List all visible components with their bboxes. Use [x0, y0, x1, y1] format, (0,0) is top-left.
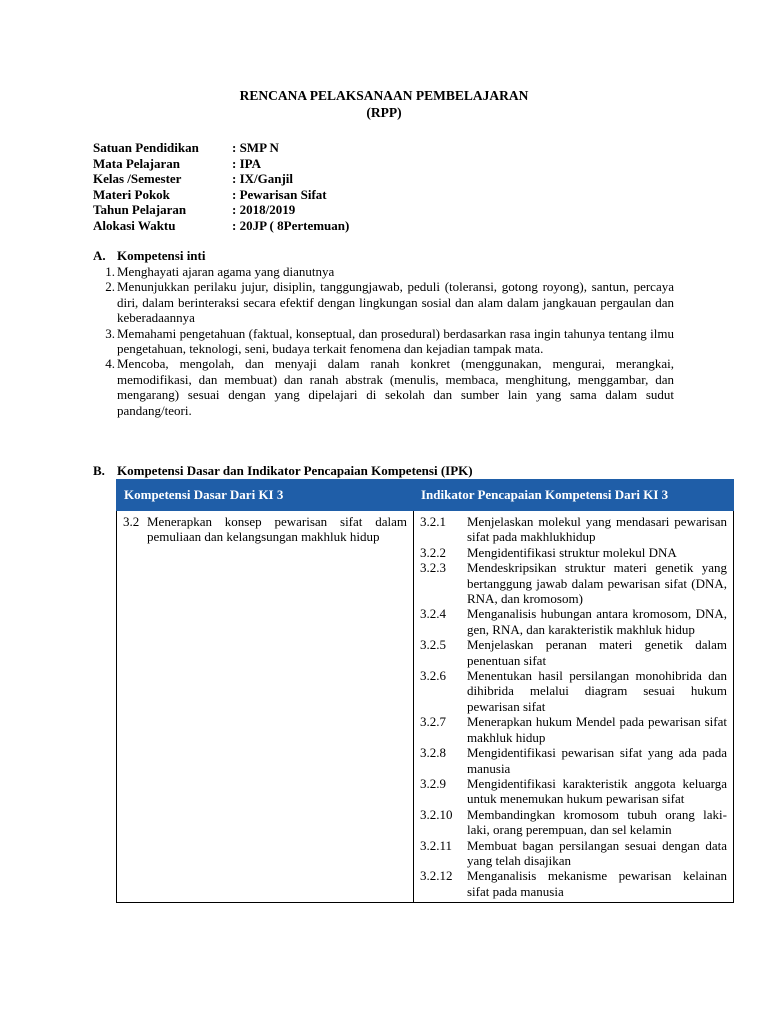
ipk-item [420, 838, 727, 869]
ipk-code: 3.2.12 [420, 868, 453, 884]
ipk-code: 3.2.11 [420, 837, 453, 853]
ipk-code: 3.2.7 [420, 714, 446, 730]
ipk-item [420, 807, 727, 838]
list-text: Memahami pengetahuan (faktual, konseptual, dan prosedural) berdasarkan rasa ingin tahunya tentang ilmu pengetahuan, teknologi, seni, budaya terkait fenomena dan kejadian tampak mata. [117, 325, 674, 357]
table-header-row [117, 480, 734, 511]
meta-row [93, 171, 349, 187]
meta-label: Materi Pokok [93, 186, 170, 202]
section-a-heading [93, 248, 205, 263]
meta-label: Tahun Pelajaran [93, 202, 187, 217]
kd-cell [117, 511, 414, 903]
ipk-code: 3.2.1 [420, 514, 446, 529]
ipk-code: 3.2.8 [420, 745, 446, 761]
ipk-text: Membuat bagan persilangan sesuai dengan data yang telah disajikan [467, 837, 727, 868]
section-b-heading [93, 463, 473, 478]
meta-label: Kelas /Semester [93, 171, 182, 186]
ipk-item [420, 637, 727, 668]
section-title: Kompetensi inti [117, 248, 206, 263]
list-number: 4. [105, 356, 115, 372]
ipk-text: Mengidentifikasi pewarisan sifat yang ada pada manusia [467, 745, 727, 776]
list-item [93, 264, 674, 279]
meta-value: : SMP N [232, 140, 279, 155]
list-text: Menunjukkan perilaku jujur, disiplin, tanggungjawab, peduli (toleransi, gotong royong), santun, percaya diri, dalam berinteraksi secara efektif dengan lingkungan sosial dan alam dalam jangkauan pergaulan dan keberadaannya [117, 279, 674, 326]
ipk-item [420, 560, 727, 606]
ipk-item [420, 714, 727, 745]
meta-value: : 2018/2019 [232, 202, 296, 217]
meta-value: : IPA [232, 155, 262, 171]
ipk-text: Menjelaskan peranan materi genetik dalam penentuan sifat [467, 637, 727, 668]
ipk-item [420, 545, 727, 560]
kd-ipk-table [116, 479, 734, 903]
column-header-kd: Kompetensi Dasar Dari KI 3 [117, 480, 414, 511]
section-letter: A. [93, 248, 106, 263]
list-number: 3. [105, 325, 115, 341]
kd-text: Menerapkan konsep pewarisan sifat dalam pemuliaan dan kelangsungan makhluk hidup [147, 514, 407, 545]
meta-label: Alokasi Waktu [93, 217, 176, 233]
meta-row [93, 218, 349, 234]
ipk-code: 3.2.10 [420, 806, 453, 822]
table-row [117, 511, 734, 903]
kd-item [123, 514, 407, 545]
ipk-text: Menganalisis hubungan antara kromosom, DNA, gen, RNA, dan karakteristik makhluk hidup [467, 606, 727, 637]
kompetensi-inti-list [93, 264, 674, 418]
ipk-text: Membandingkan kromosom tubuh orang laki-laki, orang perempuan, dan sel kelamin [467, 806, 727, 838]
meta-row [93, 187, 349, 203]
ipk-text: Mengidentifikasi struktur molekul DNA [467, 544, 677, 560]
ipk-item [420, 776, 727, 807]
ipk-text: Mendeskripsikan struktur materi genetik yang bertanggung jawab dalam pewarisan sifat (DNA, RNA, dan kromosom) [467, 560, 727, 607]
ipk-item [420, 514, 727, 545]
meta-row [93, 156, 349, 172]
ipk-code: 3.2.5 [420, 637, 446, 653]
kd-code: 3.2 [123, 514, 140, 529]
ipk-code: 3.2.4 [420, 606, 446, 622]
ipk-text: Menganalisis mekanisme pewarisan kelainan sifat pada manusia [467, 868, 727, 899]
meta-value: : Pewarisan Sifat [232, 186, 327, 202]
list-text: Mencoba, mengolah, dan menyaji dalam ranah konkret (menggunakan, mengurai, merangkai, memodifikasi, dan membuat) dan ranah abstrak (menulis, membaca, menghitung, menggambar, dan mengarang) sesuai dengan yang dipelajari di sekolah dan sumber lain yang sama dalam sudut pandang/teori. [117, 356, 674, 418]
ipk-list [420, 514, 727, 899]
ipk-text: Menerapkan hukum Mendel pada pewarisan sifat makhluk hidup [467, 714, 727, 745]
section-title: Kompetensi Dasar dan Indikator Pencapaian Kompetensi (IPK) [117, 463, 473, 478]
list-item [93, 326, 674, 357]
section-letter: B. [93, 463, 105, 478]
document-subtitle: (RPP) [366, 105, 402, 120]
list-item [93, 279, 674, 325]
meta-row [93, 202, 349, 218]
identity-block [93, 140, 349, 233]
ipk-code: 3.2.2 [420, 544, 446, 560]
ipk-item [420, 606, 727, 637]
list-number: 2. [105, 279, 115, 295]
meta-label: Satuan Pendidikan [93, 140, 199, 155]
list-number: 1. [105, 264, 115, 279]
document-title: RENCANA PELAKSANAAN PEMBELAJARAN [239, 88, 529, 103]
ipk-code: 3.2.6 [420, 668, 446, 684]
ipk-item [420, 868, 727, 899]
ipk-code: 3.2.3 [420, 560, 446, 576]
ipk-text: Mengidentifikasi karakteristik anggota keluarga untuk menemukan hukum pewarisan sifat [467, 775, 727, 807]
ipk-cell [414, 511, 734, 903]
ipk-text: Menjelaskan molekul yang mendasari pewarisan sifat pada makhlukhidup [467, 514, 727, 545]
list-text: Menghayati ajaran agama yang dianutnya [117, 264, 335, 279]
list-item [93, 356, 674, 418]
column-header-ipk: Indikator Pencapaian Kompetensi Dari KI 3 [414, 480, 734, 511]
ipk-code: 3.2.9 [420, 775, 446, 791]
meta-value: : IX/Ganjil [232, 171, 294, 186]
ipk-text: Menentukan hasil persilangan monohibrida dan dihibrida melalui diagram sesuai hukum pewarisan sifat [467, 668, 727, 714]
meta-row [93, 140, 349, 156]
ipk-item [420, 745, 727, 776]
meta-value: : 20JP ( 8Pertemuan) [232, 217, 350, 233]
ipk-item [420, 668, 727, 714]
meta-label: Mata Pelajaran [93, 155, 181, 171]
